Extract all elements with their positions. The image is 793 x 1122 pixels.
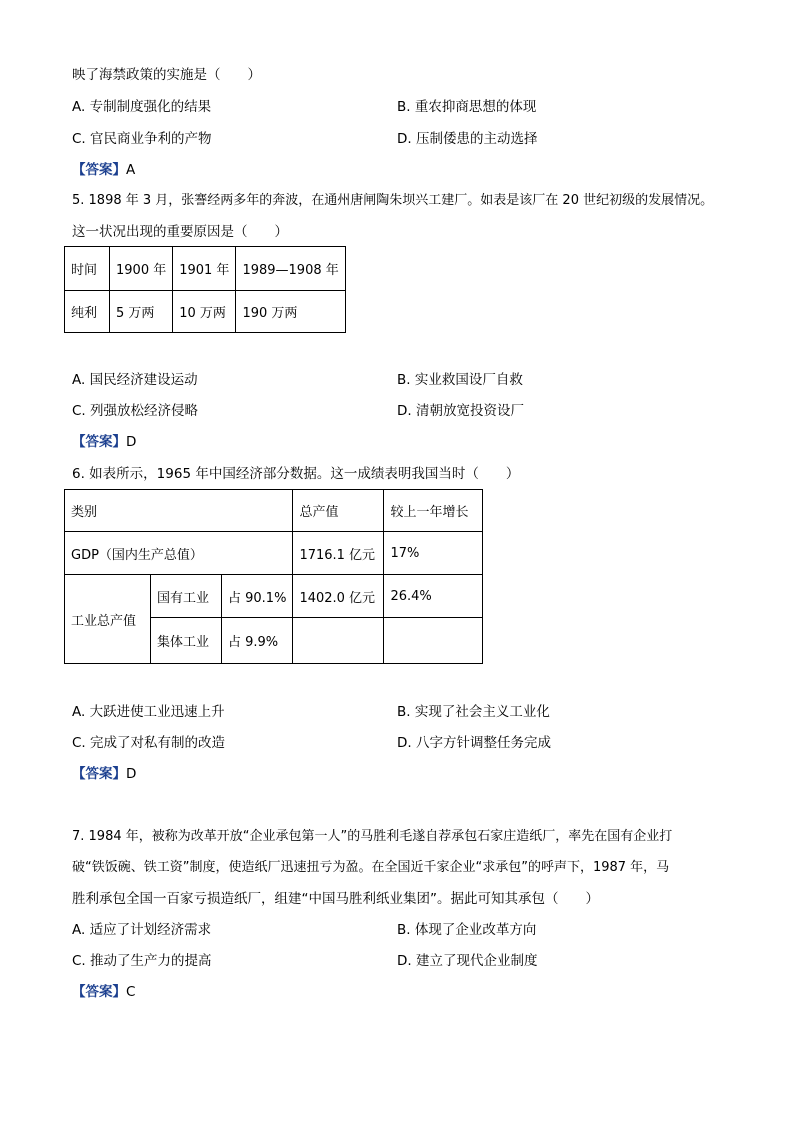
answer-value: D: [126, 434, 137, 450]
q7-option-d: D. 建立了现代企业制度: [397, 953, 538, 969]
q6-table: [64, 489, 483, 664]
q6-gdp-label: GDP（国内生产总值）: [65, 532, 293, 575]
q6-state-label: 国有工业: [151, 575, 222, 618]
q6-header-growth: 较上一年增长: [384, 490, 483, 532]
answer-tag: 【答案】: [72, 162, 126, 178]
q6-collective-label: 集体工业: [151, 618, 222, 664]
q7-option-a: A. 适应了计划经济需求: [72, 922, 212, 938]
q6-stem: 6. 如表所示，1965 年中国经济部分数据。这一成绩表明我国当时（ ）: [72, 466, 520, 482]
q4-option-d: D. 压制倭患的主动选择: [397, 131, 538, 147]
q6-gdp-total: 1716.1 亿元: [293, 532, 384, 575]
q6-collective-share: 占 9.9%: [222, 618, 293, 664]
q5-cell: 10 万两: [173, 291, 236, 333]
q5-stem-line1: 5. 1898 年 3 月，张謇经两多年的奔波，在通州唐闸陶朱坝兴工建厂。如表是该厂在 20 世纪初级的发展情况。: [72, 193, 714, 208]
q5-stem-line2: 这一状况出现的重要原因是（ ）: [72, 224, 288, 240]
answer-tag: 【答案】: [72, 984, 126, 1000]
q7-option-b: B. 体现了企业改革方向: [397, 922, 537, 938]
q6-option-a: A. 大跃进使工业迅速上升: [72, 704, 225, 720]
answer-tag: 【答案】: [72, 434, 126, 450]
q5-cell: 1901 年: [173, 247, 236, 291]
q5-cell: 1900 年: [110, 247, 173, 291]
q6-header-category: 类别: [65, 490, 293, 532]
q5-option-c: C. 列强放松经济侵略: [72, 403, 199, 419]
q6-industry-label: 工业总产值: [65, 575, 151, 664]
q5-option-a: A. 国民经济建设运动: [72, 372, 198, 388]
q5-cell: 纯利: [65, 291, 110, 333]
q6-state-total: 1402.0 亿元: [293, 575, 384, 618]
q5-cell: 1989—1908 年: [236, 247, 345, 291]
q6-option-c: C. 完成了对私有制的改造: [72, 735, 226, 751]
q5-cell: 190 万两: [236, 291, 345, 333]
q6-option-b: B. 实现了社会主义工业化: [397, 704, 550, 720]
q6-gdp-growth: 17%: [384, 532, 483, 575]
q6-empty-cell: [384, 618, 483, 664]
q6-option-d: D. 八字方针调整任务完成: [397, 735, 551, 751]
q5-option-d: D. 清朝放宽投资设厂: [397, 403, 524, 419]
q6-header-total: 总产值: [293, 490, 384, 532]
q4-option-b: B. 重农抑商思想的体现: [397, 99, 537, 115]
answer-value: A: [126, 162, 136, 178]
q6-state-growth: 26.4%: [384, 575, 483, 618]
q7-stem-line2: 破“铁饭碗、铁工资”制度，使造纸厂迅速扭亏为盈。在全国近千家企业“求承包”的呼声下，1987 年，马: [72, 860, 670, 875]
q4-option-a: A. 专制制度强化的结果: [72, 99, 212, 115]
answer-value: C: [126, 984, 136, 1000]
q5-cell: 时间: [65, 247, 110, 291]
q7-stem-line3: 胜利承包全国一百家亏损造纸厂，组建“中国马胜利纸业集团”。据此可知其承包（ ）: [72, 891, 599, 907]
q7-answer: [72, 982, 135, 1002]
q4-stem: 映了海禁政策的实施是（ ）: [72, 67, 261, 83]
q4-option-c: C. 官民商业争利的产物: [72, 131, 212, 147]
q5-option-b: B. 实业救国设厂自救: [397, 372, 523, 388]
answer-value: D: [126, 766, 137, 782]
q4-answer: [72, 160, 135, 180]
q6-answer: [72, 764, 136, 784]
q5-table: [64, 246, 346, 333]
q6-empty-cell: [293, 618, 384, 664]
q5-cell: 5 万两: [110, 291, 173, 333]
q6-state-share: 占 90.1%: [222, 575, 293, 618]
answer-tag: 【答案】: [72, 766, 126, 782]
q5-answer: [72, 432, 136, 452]
q7-stem-line1: 7. 1984 年，被称为改革开放“企业承包第一人”的马胜利毛遂自荐承包石家庄造纸厂，率先在国有企业打: [72, 829, 673, 844]
q7-option-c: C. 推动了生产力的提高: [72, 953, 212, 969]
